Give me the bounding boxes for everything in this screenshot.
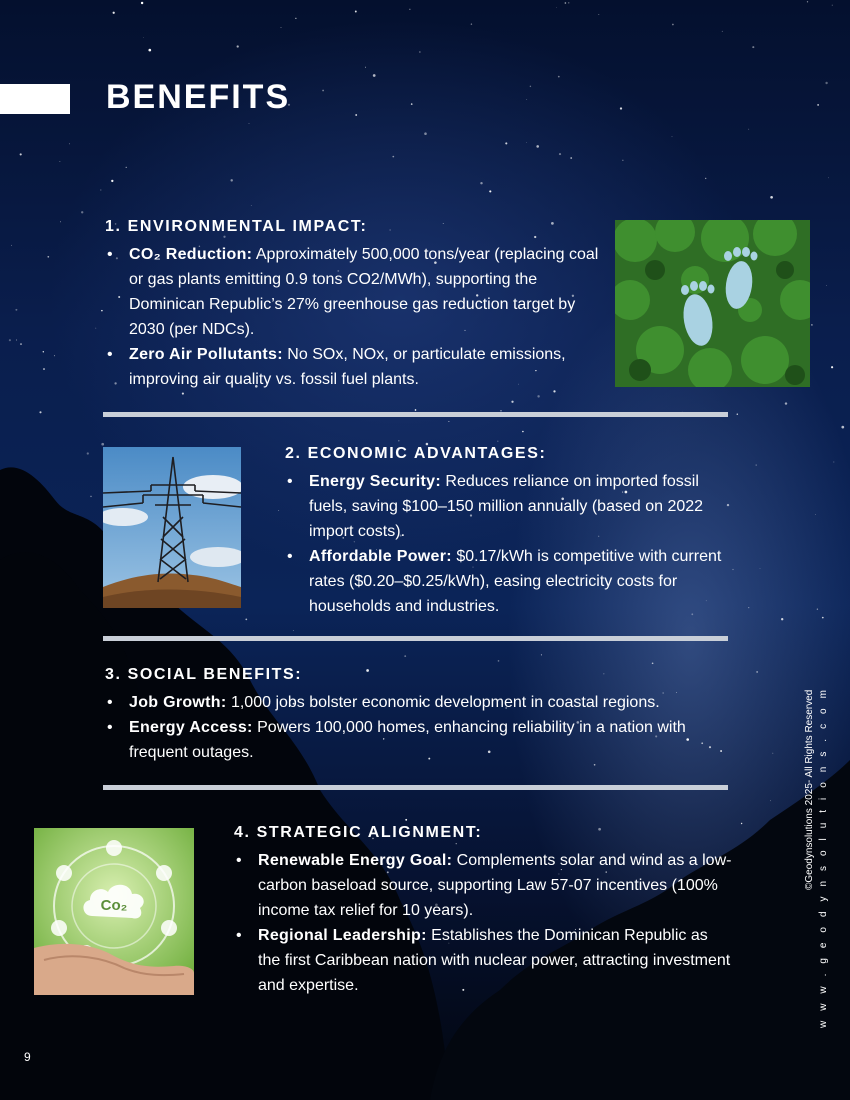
bullet-text: Reduces reliance on imported fossil fuels, saving $100–150 million annually (based on 2022 import costs). (309, 473, 704, 540)
section-heading: 2. ECONOMIC ADVANTAGES: (285, 445, 547, 462)
bullet-item (285, 469, 735, 544)
title-accent-bar (0, 84, 70, 114)
section-strategic-alignment (234, 824, 734, 998)
bullet-text: Powers 100,000 homes, enhancing reliability in a nation with frequent outages. (129, 719, 686, 761)
bullet-label: Renewable Energy Goal: (258, 852, 453, 869)
bullet-text: Approximately 500,000 tons/year (replacing coal or gas plants emitting 0.9 tons CO2/MWh), supporting the Dominican Republic’s 27% greenhouse gas reduction target by 2030 (per NDCs). (129, 246, 599, 338)
bullet-item (105, 715, 745, 765)
section-divider (103, 785, 728, 790)
page-number: 9 (24, 1050, 31, 1064)
bullet-label: Zero Air Pollutants: (129, 346, 283, 363)
bullet-item (234, 923, 734, 998)
footprint-icon (615, 220, 810, 387)
section-heading: 1. ENVIRONMENTAL IMPACT: (105, 218, 368, 235)
bullet-list (234, 848, 734, 998)
bullet-text: Complements solar and wind as a low-carbon baseload source, supporting Law 57-07 incentives (100% income tax relief for 10 years). (258, 852, 732, 919)
power-tower-photo (103, 447, 241, 608)
bullet-item (105, 242, 605, 342)
bullet-item (285, 544, 735, 619)
bullet-label: Affordable Power: (309, 548, 452, 565)
co2-cloud-icon (34, 828, 194, 995)
section-heading: 3. SOCIAL BENEFITS: (105, 666, 303, 683)
section-divider (103, 636, 728, 641)
forest-footprint-photo (615, 220, 810, 387)
bullet-list (105, 690, 745, 765)
bullet-label: Regional Leadership: (258, 927, 427, 944)
transmission-tower-icon (103, 447, 241, 608)
side-footer (804, 666, 829, 1028)
bullet-item (105, 690, 745, 715)
hand-co2-photo (34, 828, 194, 995)
section-economic-advantages (285, 445, 735, 619)
bullet-label: Job Growth: (129, 694, 227, 711)
section-divider (103, 412, 728, 417)
page-title: BENEFITS (106, 78, 291, 116)
section-environmental-impact (105, 218, 605, 392)
section-heading: 4. STRATEGIC ALIGNMENT: (234, 824, 483, 841)
website-url[interactable]: w w w . g e o d y n s o l u t i o n s . c o m (818, 686, 829, 1028)
bullet-text: $0.17/kWh is competitive with current rates ($0.20–$0.25/kWh), easing electricity costs for households and industries. (309, 548, 722, 615)
bullet-item (234, 848, 734, 923)
bullet-label: Energy Security: (309, 473, 441, 490)
section-social-benefits (105, 666, 745, 765)
bullet-list (285, 469, 735, 619)
bullet-label: Energy Access: (129, 719, 253, 736)
bullet-text: 1,000 jobs bolster economic development in coastal regions. (226, 694, 660, 711)
bullet-list (105, 242, 605, 392)
bullet-text: Establishes the Dominican Republic as the first Caribbean nation with nuclear power, attracting investment and expertise. (258, 927, 731, 994)
co2-icon-label: Co₂ (100, 897, 128, 914)
bullet-item (105, 342, 605, 392)
copyright-notice: ©Geodynsolutions 2025- All Rights Reserved (804, 689, 815, 890)
bullet-text: No SOx, NOx, or particulate emissions, improving air quality vs. fossil fuel plants. (129, 346, 566, 388)
bullet-label: CO₂ Reduction: (129, 246, 253, 263)
